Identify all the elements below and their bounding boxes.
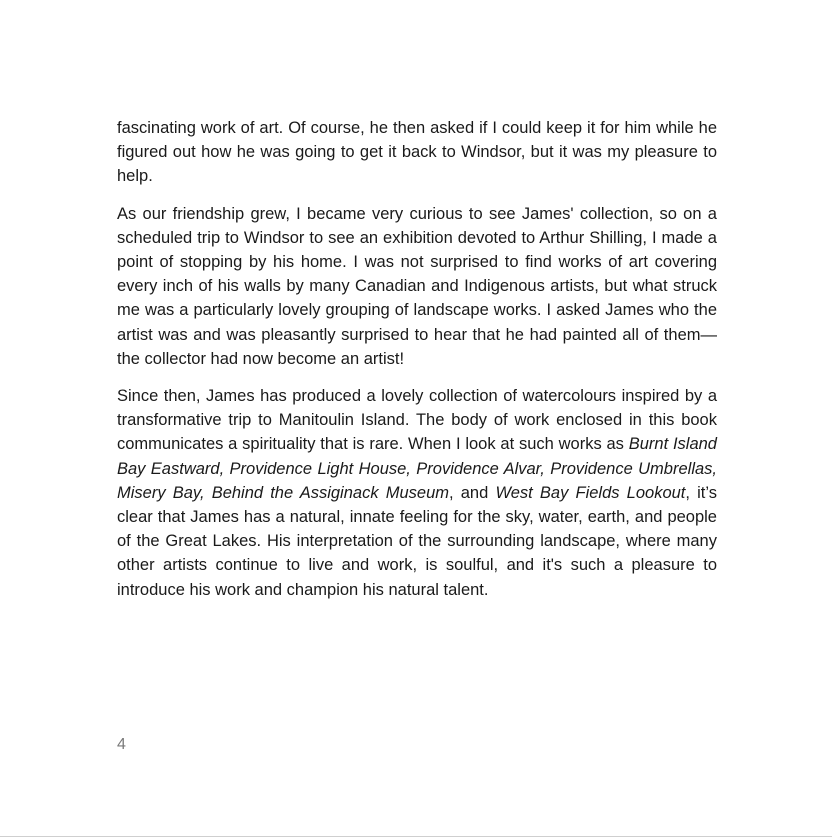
artwork-title-last: West Bay Fields Lookout <box>495 483 686 502</box>
body-text <box>117 116 717 615</box>
paragraph-3-and: , and <box>449 483 496 502</box>
page-number: 4 <box>117 736 126 753</box>
paragraph-3-intro: Since then, James has produced a lovely collection of watercolours inspired by a transformative trip to Manitoulin Island. The body of work enclosed in this book communicates a spirituality that is rare. When I look at such works as <box>117 387 717 454</box>
paragraph-2: As our friendship grew, I became very curious to see James' collection, so on a scheduled trip to Windsor to see an exhibition devoted to Arthur Shilling, I made a point of stopping by his home. I was not surprised to find works of art covering every inch of his walls by many Canadian and Indigenous artists, but what struck me was a particularly lovely grouping of landscape works. I asked James who the artist was and was pleasantly surprised to hear that he had painted all of them—the collector had now become an artist! <box>117 204 717 368</box>
paragraph-1: fascinating work of art. Of course, he then asked if I could keep it for him while he figured out how he was going to get it back to Windsor, but it was my pleasure to help. <box>117 119 717 186</box>
artwork-titles: Burnt Island Bay Eastward, Providence Light House, Providence Alvar, Providence Umbrellas, Misery Bay, Behind the Assiginack Museum <box>117 435 717 502</box>
paragraph-3-outro: , it’s clear that James has a natural, innate feeling for the sky, water, earth, and people of the Great Lakes. His interpretation of the surrounding landscape, where many other artists continue to live and work, is soulful, and it's such a pleasure to introduce his work and champion his natural talent. <box>117 483 718 599</box>
paragraph-3 <box>117 384 717 602</box>
